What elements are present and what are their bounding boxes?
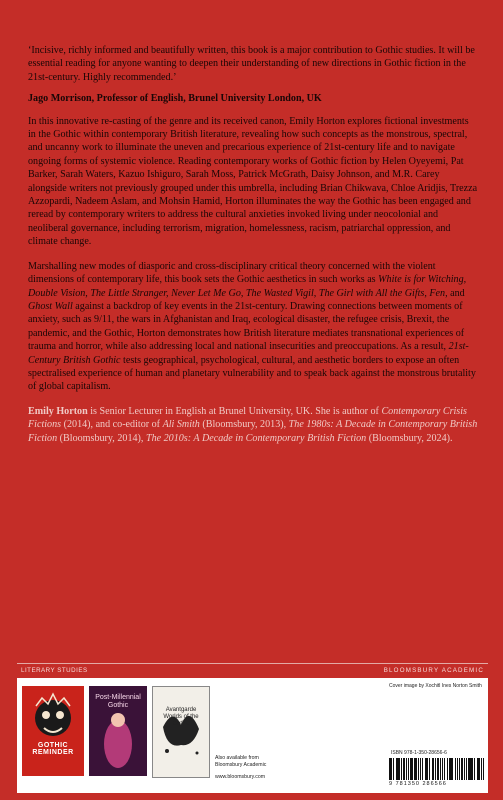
book3-title: Avantgarde Worlds of the Gothic (163, 707, 199, 727)
barcode-bars (389, 758, 485, 780)
bio-text-1: is Senior Lecturer in English at Brunel University, UK. She is author of (87, 405, 382, 417)
cover-credit: Cover image by Xochitl Ines Norton Smith (389, 683, 482, 689)
also-available-panel (17, 678, 488, 793)
barcode-bar (457, 758, 458, 780)
barcode-digits: 9 781350 286566 (389, 781, 447, 787)
description-paragraph-1: In this innovative re-casting of the genre and its received canon, Emily Horton explores fictional investments in the Gothic within contemporary British literature, revealing how such concepts as the monstrous, spectral, and uncanny work to illuminate the uneven and precarious experience of 21st-century life and to navigate ongoing forms of systemic violence. Reading contemporary works of Gothic fiction by Helen Oyeyemi, Pat Barker, Sarah Waters, Kazuo Ishiguro, Sarah Moss, Patrick McGrath, Daisy Johnson, and M.R. Carey alongside writers not previously grouped under this umbrella, including Brian Chikwava, Chloe Aridjis, Trezza Azzopardi, Nadeem Aslam, and Mohsin Hamid, Horton illuminates the way the Gothic has been engaged and reread by contemporary writers to address the cultural anxieties invoked living under neocolonial and neoliberal governance, including terrorism, migration, homelessness, racism, patriarchal oppression, and climate change. (28, 115, 478, 248)
p2-middle: against a backdrop of key events in the 21st-century. Drawing connections between moments of anxiety, such as 9/11, the wars in Afghanistan and Iraq, ecological disaster, the refugee crisis, Brexit, the pandemic, and the Gothic, Horton demonstrates how British literature mediates transnational experiences of trauma and horror, while also addressing local and national insecurities and preoccupations. As a result, (28, 300, 465, 353)
p2-titles: White is for Witching, Double Vision, The Little Stranger, Never Let Me Go, The Wasted Vigil, The Girl with All the Gifts, Fen, (28, 274, 467, 299)
barcode-bar (478, 758, 480, 780)
author-bio (28, 405, 478, 445)
book-cover-gothic-reminder (22, 686, 84, 776)
website-link[interactable]: www.bloomsbury.com (215, 774, 266, 780)
bio-book-4: The 2010s: A Decade in Contemporary British Fiction (145, 432, 367, 444)
book-cover-avantgarde (152, 686, 210, 778)
description-paragraph-2 (28, 260, 478, 394)
p2-and: and (447, 287, 465, 299)
also-available-text (215, 755, 266, 769)
barcode-bar (390, 758, 392, 780)
barcode-bar (401, 758, 402, 780)
ink-splash-icon (153, 687, 209, 777)
bio-book-3: The 1980s: A Decade in Contemporary British Fiction (28, 419, 478, 444)
barcode-bar (397, 758, 399, 780)
barcode-bar (481, 758, 482, 780)
barcode-bar (414, 758, 416, 780)
barcode-bar (470, 758, 472, 780)
barcode-bar (420, 758, 421, 780)
barcode-bar (393, 758, 394, 780)
p2-intro: Marshalling new modes of diasporic and cross-disciplinary critical theory concerned with the violent dimensions of contemporary life, this book sets the Gothic aesthetics in such works as (28, 260, 436, 286)
barcode-bar (466, 758, 467, 780)
barcode-bar (406, 758, 407, 780)
also-line-2: Bloomsbury Academic (215, 762, 267, 768)
book-cover-post-millennial-gothic (89, 686, 147, 776)
blurb-text (28, 44, 478, 445)
barcode-bar (450, 758, 452, 780)
category-strip (17, 663, 488, 678)
barcode-bar (464, 758, 465, 780)
bio-text-2: (2014), and co-editor of (61, 419, 163, 431)
book2-title: Post-Millennial Gothic (95, 694, 141, 709)
barcode-bar (474, 758, 475, 780)
barcode-bar (427, 758, 428, 780)
endorsement-quote: ‘Incisive, richly informed and beautifully written, this book is a major contribution to Gothic studies. It will be essential reading for anyone wanting to deepen their understanding of new directions in Gothic fiction in the 21st-century. Highly recommended.’ (28, 45, 475, 83)
publisher-label: BLOOMSBURY ACADEMIC (383, 667, 484, 674)
category-label: LITERARY STUDIES (21, 667, 88, 674)
isbn-number: ISBN 978-1-350-28656-6 (391, 750, 447, 756)
isbn-barcode (389, 750, 485, 788)
also-line-1: Also available from (215, 755, 259, 761)
barcode-bar (442, 758, 443, 780)
book1-title: GOTHIC REMINDER (32, 742, 74, 756)
p2-last-title: Ghost Wall (28, 300, 73, 312)
p2-book-title: 21st-Century British Gothic (28, 341, 469, 366)
bio-text-4: (Bloomsbury, 2014), (57, 432, 146, 444)
barcode-bar (412, 758, 413, 780)
barcode-bar (408, 758, 409, 780)
barcode-bar (459, 758, 460, 780)
barcode-bar (435, 758, 436, 780)
barcode-bar (483, 758, 484, 780)
author-name: Emily Horton (28, 405, 88, 417)
barcode-bar (444, 758, 446, 780)
bio-book-1: Contemporary Crisis Fictions (28, 405, 467, 431)
bio-book-2: Ali Smith (162, 419, 200, 431)
barcode-bar (429, 758, 430, 780)
bio-text-5: (Bloomsbury, 2024). (366, 432, 453, 444)
endorsement-attribution: Jago Morrison, Professor of English, Brunel University London, UK (28, 93, 322, 105)
bio-text-3: (Bloomsbury, 2013), (199, 419, 289, 431)
barcode-bar (437, 758, 439, 780)
barcode-bar (422, 758, 424, 780)
p2-end: tests geographical, psychological, cultural, and aesthetic borders to expose an often spectralised experience of human and planetary vulnerability and to speak back against the monstrous brutality of global capitalism. (28, 354, 476, 393)
mask-illustration-icon (22, 686, 84, 776)
barcode-bar (449, 758, 450, 780)
